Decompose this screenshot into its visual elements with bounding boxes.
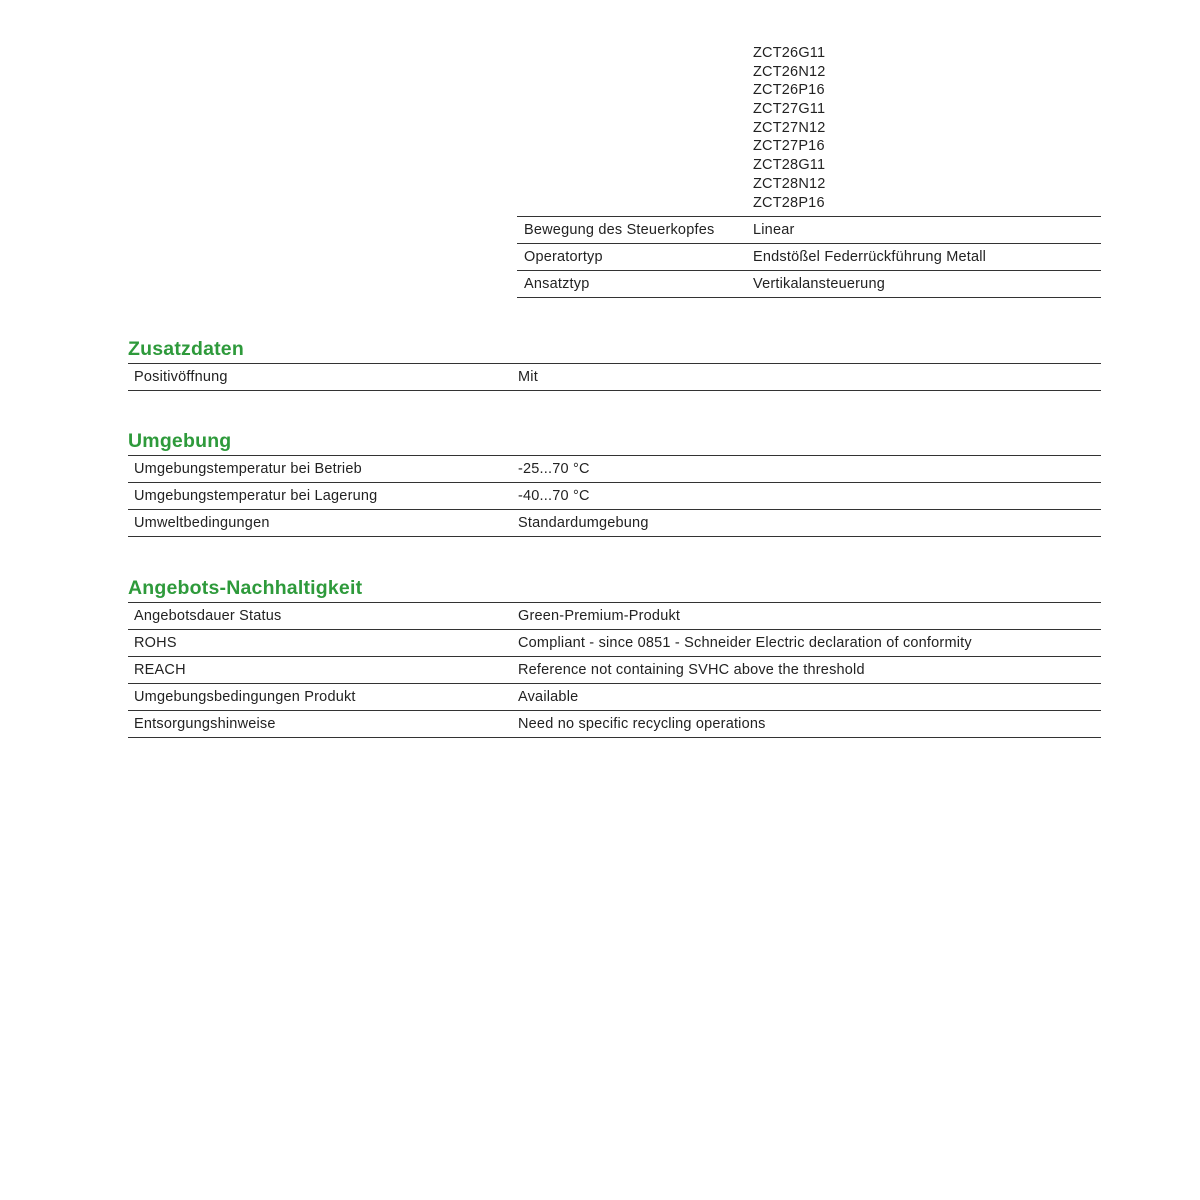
compatible-code: ZCT26N12 [753, 63, 826, 80]
compatible-code: ZCT28N12 [753, 175, 826, 192]
row-value: -40...70 °C [518, 488, 590, 504]
row-label: Umgebungsbedingungen Produkt [134, 689, 356, 705]
row-value: Need no specific recycling operations [518, 716, 766, 732]
row-label: Positivöffnung [134, 369, 228, 385]
table-row [128, 630, 1101, 657]
table-row [517, 271, 1101, 298]
row-value: Green-Premium-Produkt [518, 608, 681, 624]
table-row [128, 364, 1101, 391]
section-umgebung [128, 429, 1101, 537]
row-value: Endstößel Federrückführung Metall [753, 249, 987, 266]
table-row [128, 510, 1101, 537]
compatible-codes-cell [517, 44, 1101, 217]
row-value: Compliant - since 0851 - Schneider Electric declaration of conformity [518, 635, 972, 651]
compatible-code: ZCT27P16 [753, 138, 825, 155]
row-label: Entsorgungshinweise [134, 716, 276, 732]
table-row [128, 456, 1101, 483]
section-title: Angebots-Nachhaltigkeit [128, 576, 1101, 603]
row-value: Vertikalansteuerung [753, 276, 885, 293]
table-row [517, 244, 1101, 271]
row-value: Available [518, 689, 579, 705]
compatible-code: ZCT28G11 [753, 157, 826, 174]
table-row [128, 603, 1101, 630]
compatible-code: ZCT26P16 [753, 82, 825, 99]
row-value: Standardumgebung [518, 515, 649, 531]
compatible-code: ZCT26G11 [753, 45, 826, 61]
compatibility-table [517, 44, 1101, 298]
table-row [128, 711, 1101, 738]
row-value: Mit [518, 369, 538, 385]
section-title: Umgebung [128, 429, 1101, 456]
section-zusatzdaten [128, 337, 1101, 391]
compatible-code: ZCT27N12 [753, 119, 826, 136]
table-row [517, 217, 1101, 244]
section-angebots-nachhaltigkeit [128, 576, 1101, 738]
row-value: Linear [753, 222, 795, 239]
row-label: Umgebungstemperatur bei Betrieb [134, 461, 362, 477]
table-row [128, 483, 1101, 510]
compatible-code: ZCT27G11 [753, 101, 826, 118]
table-row [128, 684, 1101, 711]
row-label: Umgebungstemperatur bei Lagerung [134, 488, 378, 504]
row-label: Ansatztyp [524, 276, 590, 293]
row-value: Reference not containing SVHC above the threshold [518, 662, 865, 678]
row-label: ROHS [134, 635, 177, 651]
compatible-code: ZCT28P16 [753, 194, 825, 211]
row-label: REACH [134, 662, 186, 678]
row-value: -25...70 °C [518, 461, 590, 477]
row-label: Operatortyp [524, 249, 603, 266]
section-title: Zusatzdaten [128, 337, 1101, 364]
row-label: Bewegung des Steuerkopfes [524, 222, 715, 239]
row-label: Umweltbedingungen [134, 515, 270, 531]
table-row [128, 657, 1101, 684]
row-label: Angebotsdauer Status [134, 608, 282, 624]
